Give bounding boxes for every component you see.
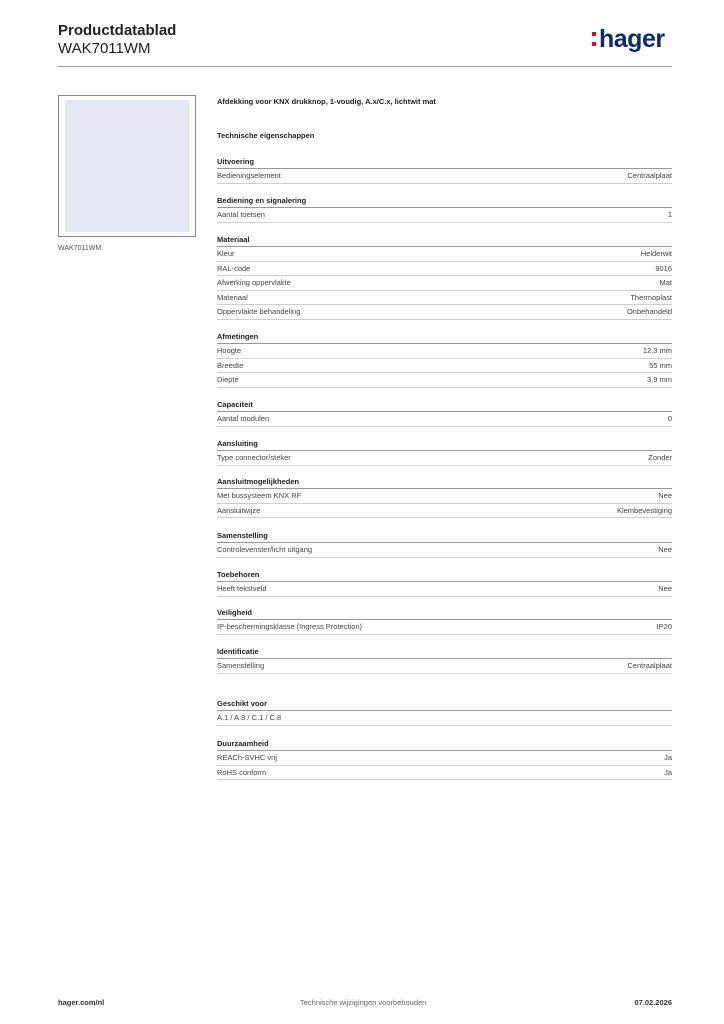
property-value: Zonder <box>648 453 672 462</box>
product-description: Afdekking voor KNX drukknop, 1-voudig, A.x/C.x, lichtwit mat <box>217 97 436 106</box>
property-group <box>217 569 672 597</box>
property-value: Ja <box>664 767 672 777</box>
property-label: Afwerking oppervlakte <box>217 278 291 287</box>
property-value: IP20 <box>656 622 672 631</box>
group-title: Identificatie <box>217 646 672 659</box>
cover-plate-image <box>65 100 189 232</box>
property-label: Aansluitwijze <box>217 505 261 515</box>
property-label: Materiaal <box>217 292 248 302</box>
property-label: Controlevenster/licht uitgang <box>217 545 313 554</box>
property-label: Type connector/steker <box>217 453 291 462</box>
property-label: REACh-SVHC vrij <box>217 753 278 762</box>
group-title: Aansluiting <box>217 438 672 451</box>
page-title: Productdatablad <box>58 22 177 39</box>
property-value: Thermoplast <box>630 292 672 302</box>
property-label: Kleur <box>217 249 235 258</box>
property-group <box>217 646 672 674</box>
tech-properties-title: Technische eigenschappen <box>217 131 315 140</box>
property-row <box>217 359 672 374</box>
property-value: Klembevestiging <box>616 505 672 515</box>
property-row <box>217 766 672 781</box>
property-label: IP-beschermingsklasse (Ingress Protection) <box>217 622 363 631</box>
property-row <box>217 344 672 359</box>
property-group <box>217 331 672 388</box>
group-title: Veiligheid <box>217 607 672 620</box>
property-row <box>217 247 672 262</box>
property-label: RoHS conform <box>217 767 267 777</box>
property-row <box>217 543 672 558</box>
property-value: 0 <box>667 414 672 423</box>
group-title: Bediening en signalering <box>217 195 672 208</box>
group-title: Geschikt voor <box>217 698 672 711</box>
group-title: Aansluitmogelijkheden <box>217 476 672 489</box>
property-value: Nee <box>658 545 672 554</box>
property-row <box>217 582 672 597</box>
property-value: Helderwit <box>640 249 672 258</box>
property-label: Aantal modulen <box>217 414 270 423</box>
group-title: Capaciteit <box>217 399 672 412</box>
property-group <box>217 607 672 635</box>
image-caption: WAK7011WM <box>58 245 102 252</box>
property-group <box>217 438 672 466</box>
product-image <box>58 95 196 237</box>
property-row <box>217 412 672 427</box>
property-row <box>217 373 672 388</box>
property-group <box>217 234 672 320</box>
logo-dots-icon <box>592 27 597 46</box>
property-row <box>217 620 672 635</box>
property-group <box>217 698 672 726</box>
logo-text: hager <box>599 25 665 53</box>
property-row <box>217 208 672 223</box>
group-title: Toebehoren <box>217 569 672 582</box>
property-label: Hoogte <box>217 346 242 355</box>
property-value: Ja <box>664 753 672 762</box>
property-group <box>217 476 672 518</box>
footer-website-link[interactable]: hager.com/nl <box>58 998 105 1007</box>
property-group <box>217 738 672 780</box>
property-value: Onbehandeld <box>626 307 672 316</box>
property-label: Samenstelling <box>217 661 265 670</box>
property-label: A.1 / A.8 / C.1 / C.8 <box>217 713 282 722</box>
property-value: 3,9 mm <box>646 375 672 384</box>
property-label: Bedieningselement <box>217 171 281 180</box>
property-label: RAL-code <box>217 263 251 273</box>
group-title: Afmetingen <box>217 331 672 344</box>
property-row <box>217 291 672 306</box>
property-label: Diepte <box>217 375 239 384</box>
group-title: Duurzaamheid <box>217 738 672 751</box>
property-label: Met bussysteem KNX RF <box>217 491 302 500</box>
property-group <box>217 399 672 427</box>
property-value: 12,3 mm <box>642 346 672 355</box>
property-row <box>217 262 672 277</box>
property-value: Nee <box>658 491 672 500</box>
property-group <box>217 530 672 558</box>
property-group <box>217 156 672 184</box>
group-title: Materiaal <box>217 234 672 247</box>
group-title: Samenstelling <box>217 530 672 543</box>
property-value: Mat <box>659 278 672 287</box>
footer-date: 07.02.2026 <box>634 998 672 1007</box>
property-row <box>217 659 672 674</box>
property-label: Oppervlakte behandeling <box>217 307 301 316</box>
hager-logo[interactable] <box>592 27 665 52</box>
property-group <box>217 195 672 223</box>
property-value: 55 mm <box>649 360 672 370</box>
property-row <box>217 751 672 766</box>
property-value: 1 <box>667 210 672 219</box>
property-row <box>217 489 672 504</box>
group-title: Uitvoering <box>217 156 672 169</box>
header-divider <box>58 66 672 67</box>
property-row <box>217 451 672 466</box>
footer-notice: Technische wijzigingen voorbehouden <box>300 998 427 1007</box>
product-code: WAK7011WM <box>58 40 151 57</box>
property-label: Heeft tekstveld <box>217 584 267 593</box>
property-label: Aantal toetsen <box>217 210 265 219</box>
property-value: Centraalplaat <box>627 661 672 670</box>
property-row <box>217 504 672 519</box>
property-label: Breedte <box>217 360 244 370</box>
property-row <box>217 169 672 184</box>
property-row <box>217 711 672 726</box>
property-value: Centraalplaat <box>627 171 672 180</box>
property-value: Nee <box>658 584 672 593</box>
property-value: 9016 <box>655 263 672 273</box>
property-row <box>217 276 672 291</box>
property-row <box>217 305 672 320</box>
